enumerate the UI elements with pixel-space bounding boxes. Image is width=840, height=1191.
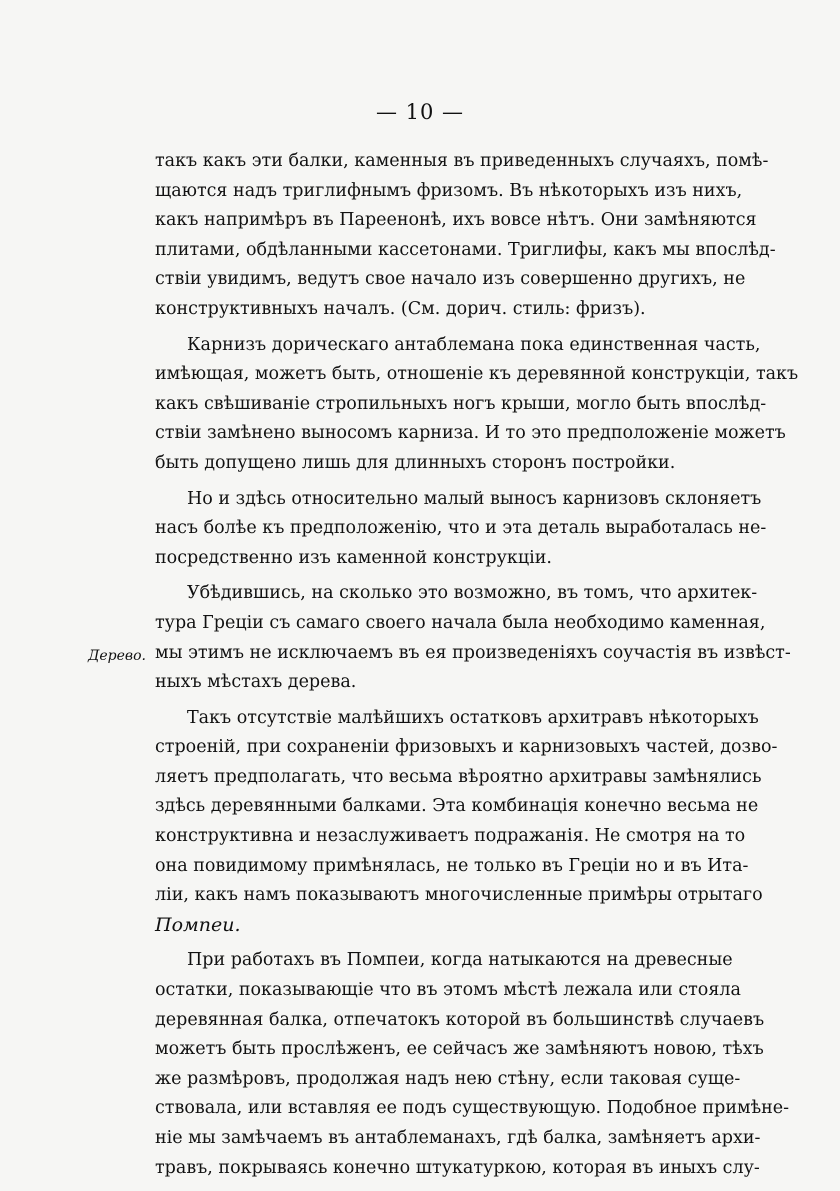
text-line: такъ какъ эти балки, каменныя въ приведенныхъ случаяхъ, помѣ- [155, 151, 769, 171]
text-line: ляетъ предполагать, что весьма вѣроятно архитравы замѣнялись [155, 766, 762, 787]
text-line: она повидимому примѣнялась, не только въ Греціи но и въ Ита- [155, 855, 749, 876]
text-line: какъ свѣшиваніе стропильныхъ ногъ крыши, могло быть впослѣд- [155, 393, 767, 414]
text-line: посредственно изъ каменной конструкціи. [155, 547, 552, 568]
text-line: плитами, обдѣланными кассетонами. Триглифы, какъ мы впослѣд- [155, 239, 776, 260]
text-line: Но и здѣсь относительно малый выносъ карнизовъ склоняетъ [187, 488, 762, 509]
text-line: строеній, при сохраненіи фризовыхъ и карнизовыхъ частей, дозво- [155, 737, 778, 758]
text-line: остатки, показывающіе что въ этомъ мѣстѣ лежала или стояла [155, 980, 741, 1001]
text-line: быть допущено лишь для длинныхъ сторонъ постройки. [155, 452, 676, 473]
text-line: имѣющая, можетъ быть, отношеніе къ деревянной конструкціи, такъ [155, 364, 799, 385]
text-line: можетъ быть прослѣженъ, ее сейчасъ же замѣняютъ новою, тѣхъ [155, 1039, 764, 1060]
text-line: щаются надъ триглифнымъ фризомъ. Въ нѣкоторыхъ изъ нихъ, [155, 180, 743, 201]
body-text [155, 147, 799, 1183]
margin-note-wood: Дерево. [88, 648, 146, 664]
text-line: При работахъ въ Помпеи, когда натыкаются на древесные [187, 950, 733, 971]
text-line: Убѣдившись, на сколько это возможно, въ томъ, что архитек- [187, 583, 758, 604]
text-line-italic: Помпеи. [155, 913, 241, 936]
text-line: здѣсь деревянными балками. Эта комбинація конечно весьма не [155, 796, 759, 817]
text-line: ліи, какъ намъ показываютъ многочисленные примѣры отрытаго [155, 885, 763, 906]
text-line: какъ напримѣръ въ Пареенонѣ, ихъ вовсе нѣтъ. Они замѣняются [155, 210, 757, 231]
page-number: — 10 — [375, 100, 465, 124]
text-line: конструктивныхъ началъ. (См. дорич. стиль: фризъ). [155, 298, 646, 319]
text-line: Карнизъ дорическаго антаблемана пока единственная часть, [187, 334, 761, 355]
text-line: насъ болѣе къ предположенію, что и эта деталь выработалась не- [155, 518, 767, 539]
text-line: ныхъ мѣстахъ дерева. [155, 672, 357, 693]
text-line: ствовала, или вставляя ее подъ существующую. Подобное примѣне- [155, 1098, 790, 1119]
text-line: Такъ отсутствіе малѣйшихъ остатковъ архитравъ нѣкоторыхъ [187, 707, 759, 728]
text-line: деревянная балка, отпечатокъ которой въ большинствѣ случаевъ [155, 1009, 765, 1030]
text-line: ствіи замѣнено выносомъ карниза. И то это предположеніе можетъ [155, 423, 786, 444]
text-line: мы этимъ не исключаемъ въ ея произведеніяхъ соучастія въ извѣст- [155, 642, 791, 663]
text-line: ніе мы замѣчаемъ въ антаблеманахъ, гдѣ балка, замѣняетъ архи- [155, 1128, 761, 1148]
text-line: же размѣровъ, продолжая надъ нею стѣну, если таковая суще- [155, 1068, 741, 1089]
text-line: ствіи увидимъ, ведутъ свое начало изъ совершенно другихъ, не [155, 269, 746, 290]
text-line: тура Греціи съ самаго своего начала была необходимо каменная, [155, 612, 766, 633]
text-line: конструктивна и незаслуживаетъ подражанія. Не смотря на то [155, 826, 746, 847]
text-line: травъ, покрываясь конечно штукатуркою, которая въ иныхъ слу- [155, 1157, 760, 1178]
